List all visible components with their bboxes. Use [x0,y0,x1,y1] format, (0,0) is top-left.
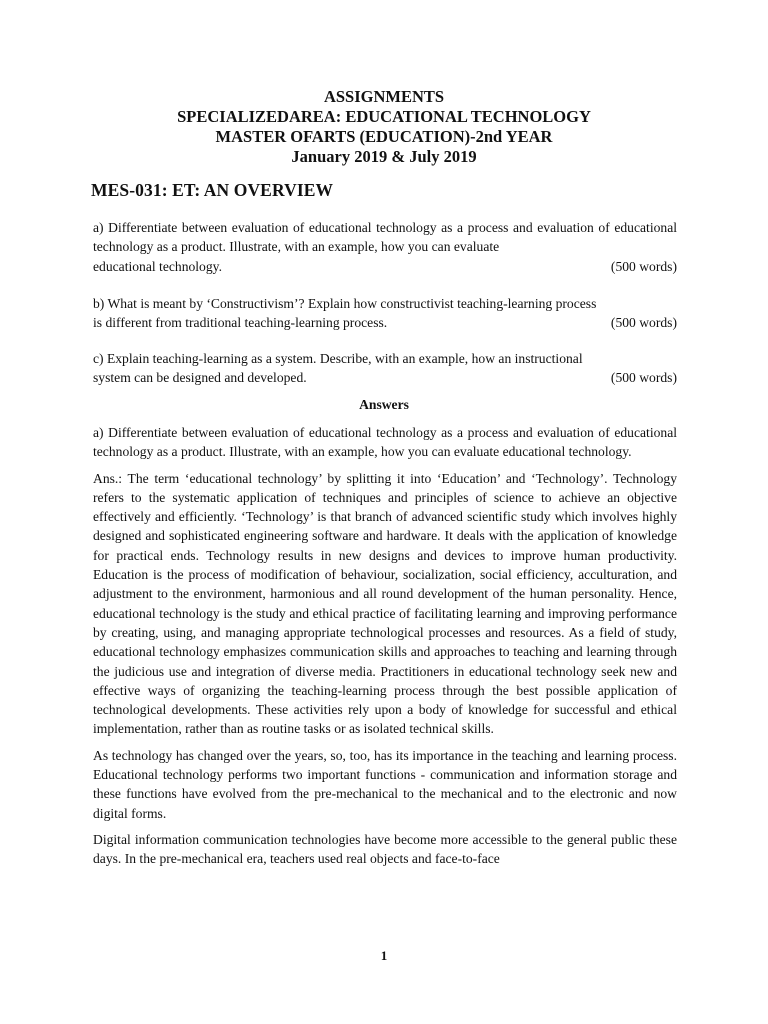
question-text-end: system can be designed and developed. [93,370,307,386]
question-text: b) What is meant by ‘Constructivism’? Explain how constructivist teaching-learning process [93,296,597,311]
document-header [0,87,768,167]
course-title: MES-031: ET: AN OVERVIEW [91,180,334,200]
word-limit: (500 words) [610,258,677,274]
header-line-assignments: ASSIGNMENTS [323,87,445,106]
header-line-programme: MASTER OFARTS (EDUCATION)-2nd YEAR [215,127,553,146]
answers-heading: Answers [359,397,409,412]
question-last-line [93,368,677,387]
header-line-session: January 2019 & July 2019 [291,147,477,166]
word-limit: (500 words) [610,315,677,331]
question-a [93,218,677,276]
answer-body [93,423,677,876]
question-last-line [93,257,677,276]
page-number: 1 [380,948,388,963]
question-text-end: educational technology. [93,258,222,274]
question-text-end: is different from traditional teaching-learning process. [93,315,388,331]
question-b [93,294,677,333]
word-limit: (500 words) [610,370,677,386]
answer-paragraph: Ans.: The term ‘educational technology’ by splitting it into ‘Education’ and ‘Technology’. Technology refers to the systematic application of techniques and principles of science to achieve an objective effectively and efficiently. ‘Technology’ is that branch of advanced scientific study which involves highly designed and sophisticated engineering software and hardware. It deals with the application of knowledge for practical ends. Technology results in new designs and devices to improve human productivity. Education is the process of modification of behaviour, socialization, social efficiency, acculturation, and adjustment to the environment, harmonious and all round development of the human personality. Hence, educational technology is the study and ethical practice of facilitating learning and improving performance by creating, using, and managing appropriate technological processes and resources. As a field of study, educational technology emphasizes communication skills and approaches to teaching and learning through the judicious use and integration of diverse media. Practitioners in educational technology seek new and effective ways of organizing the teaching-learning process through the best possible application of technological developments. These activities rely upon a body of knowledge for successful and ethical implementation, rather than as routine tasks or as isolated technical skills. [93,470,677,737]
answer-paragraph: Digital information communication technologies have become more accessible to the general public these days. In the pre-mechanical era, teachers used real objects and face-to-face [93,831,677,867]
question-last-line [93,313,677,332]
answer-paragraph: As technology has changed over the years, so, too, has its importance in the teaching and learning process. Educational technology performs two important functions - communication and information storage and these functions have evolved from the pre-mechanical to the mechanical and to the electronic and now digital forms. [93,747,677,821]
answer-question-restated: a) Differentiate between evaluation of educational technology as a process and evaluation of educational technology as a product. Illustrate, with an example, how you can evaluate educational technology. [93,425,677,460]
question-text: a) Differentiate between evaluation of educational technology as a process and evaluation of educational technology as a product. Illustrate, with an example, how you can evaluate [93,220,677,255]
header-line-specialized-area: SPECIALIZEDAREA: EDUCATIONAL TECHNOLOGY [177,107,591,126]
question-c [93,349,677,388]
question-text: c) Explain teaching-learning as a system. Describe, with an example, how an instructional [93,351,583,366]
